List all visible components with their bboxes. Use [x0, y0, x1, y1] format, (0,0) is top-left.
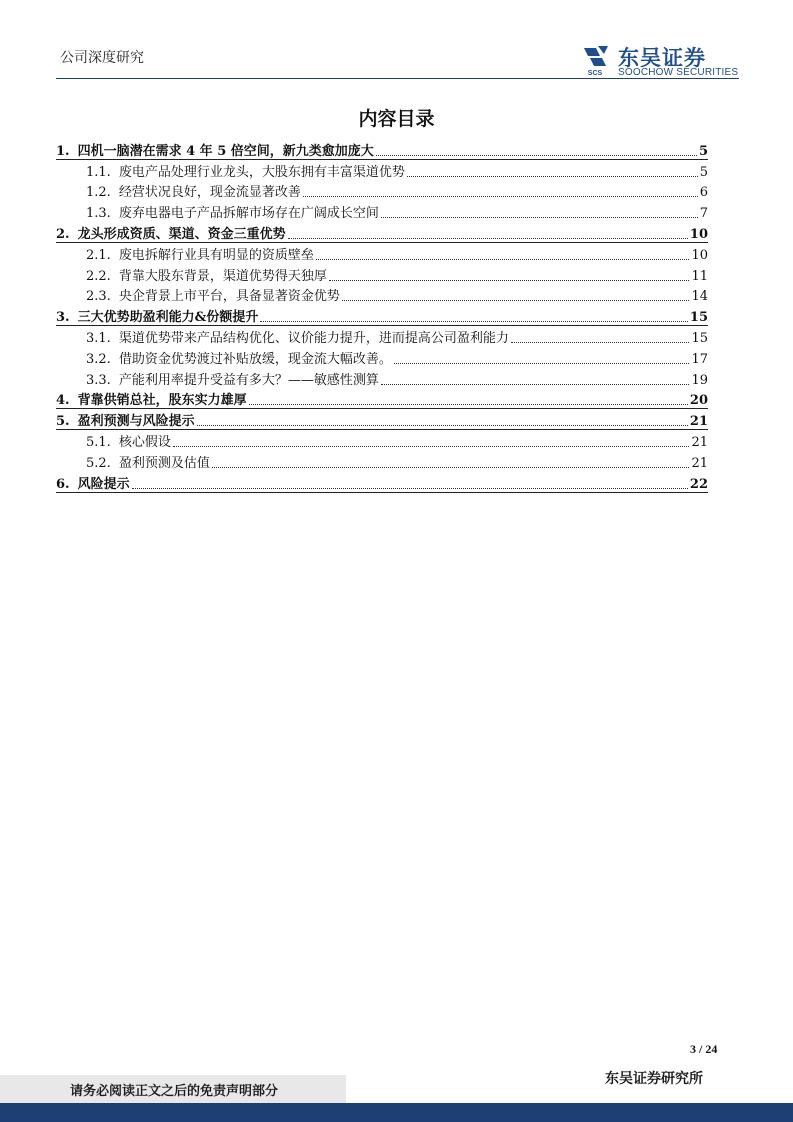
- toc-heading: 内容目录: [358, 108, 435, 130]
- toc-entry-page: 15: [691, 330, 708, 346]
- toc-dot-leader: [394, 363, 690, 364]
- toc-entry-title: 废电产品处理行业龙头，大股东拥有丰富渠道优势: [118, 164, 405, 180]
- toc-entry[interactable]: [56, 221, 708, 242]
- toc-entry[interactable]: [56, 159, 708, 180]
- toc-entry-title: 借助资金优势渡过补贴放缓，现金流大幅改善。: [118, 351, 392, 367]
- toc-entry-title: 风险提示: [77, 476, 130, 492]
- toc-entry-number: 3.: [56, 310, 70, 326]
- toc-dot-leader: [260, 321, 688, 322]
- toc-entry[interactable]: [56, 304, 708, 325]
- toc-entry-number: 2.: [56, 226, 70, 242]
- toc-entry[interactable]: [56, 346, 708, 367]
- toc-dot-leader: [132, 488, 688, 489]
- toc-dot-leader: [342, 300, 690, 301]
- toc-dot-leader: [249, 404, 688, 405]
- toc-entry-page: 5: [698, 143, 708, 159]
- toc-entry[interactable]: [56, 200, 708, 221]
- toc-entry-number: 1.: [56, 143, 70, 159]
- footer-institute-name: 东吴证券研究所: [605, 1071, 703, 1087]
- toc-section-rule: [56, 492, 708, 493]
- toc-entry-page: 6: [699, 185, 708, 201]
- toc-entry-number: 5.1.: [86, 434, 111, 450]
- logo-mark-text: SCS: [587, 70, 603, 76]
- toc-entry-page: 22: [689, 476, 708, 492]
- toc-entry-page: 20: [689, 393, 708, 409]
- toc-entry-number: 1.3.: [86, 206, 111, 222]
- toc-entry-number: 1.1.: [86, 164, 111, 180]
- toc-dot-leader: [329, 280, 690, 281]
- toc-dot-leader: [407, 176, 698, 177]
- toc-entry-title: 经营状况良好，现金流显著改善: [118, 185, 301, 201]
- toc-entry-number: 1.2.: [86, 185, 111, 201]
- toc-entry-page: 10: [689, 226, 708, 242]
- toc-dot-leader: [303, 196, 698, 197]
- toc-dot-leader: [288, 238, 688, 239]
- page-number: 3 / 24: [690, 1042, 718, 1056]
- toc-entry-number: 5.: [56, 414, 70, 430]
- toc-entry-number: 3.3.: [86, 372, 111, 388]
- toc-entry[interactable]: [56, 367, 708, 388]
- toc-entry-number: 2.1.: [86, 247, 111, 263]
- soochow-logo-mark-icon: [578, 42, 612, 76]
- toc-dot-leader: [212, 467, 690, 468]
- toc-entry[interactable]: [56, 429, 708, 450]
- toc-dot-leader: [511, 342, 690, 343]
- table-of-contents: [56, 138, 708, 492]
- toc-entry-title: 背靠供销总社，股东实力雄厚: [77, 393, 247, 409]
- toc-entry-title: 渠道优势带来产品结构优化、议价能力提升，进而提高公司盈利能力: [118, 330, 509, 346]
- toc-entry-page: 17: [691, 351, 708, 367]
- toc-entry-number: 5.2.: [86, 455, 111, 471]
- toc-entry[interactable]: [56, 471, 708, 492]
- toc-entry-title: 废弃电器电子产品拆解市场存在广阔成长空间: [118, 206, 379, 222]
- toc-entry-title: 核心假设: [118, 434, 171, 450]
- toc-entry-page: 14: [691, 289, 708, 305]
- header-section-label: 公司深度研究: [60, 50, 144, 66]
- toc-entry[interactable]: [56, 180, 708, 201]
- toc-entry-title: 废电拆解行业具有明显的资质壁垒: [118, 247, 314, 263]
- toc-entry-number: 4.: [56, 393, 70, 409]
- toc-entry[interactable]: [56, 263, 708, 284]
- toc-entry-title: 产能利用率提升受益有多大？——敏感性测算: [118, 372, 379, 388]
- toc-dot-leader: [173, 446, 690, 447]
- toc-entry[interactable]: [56, 388, 708, 409]
- toc-entry[interactable]: [56, 450, 708, 471]
- toc-entry-number: 2.3.: [86, 289, 111, 305]
- toc-entry-title: 三大优势助盈利能力&份额提升: [77, 310, 259, 326]
- toc-entry-page: 5: [699, 164, 708, 180]
- toc-dot-leader: [316, 259, 690, 260]
- logo-chinese-name: 东吴证券: [618, 46, 706, 70]
- toc-entry-page: 7: [699, 206, 708, 222]
- toc-entry-number: 2.2.: [86, 268, 111, 284]
- toc-entry[interactable]: [56, 138, 708, 159]
- company-logo: [578, 42, 743, 78]
- toc-dot-leader: [381, 384, 690, 385]
- toc-entry-title: 央企背景上市平台，具备显著资金优势: [118, 289, 340, 305]
- toc-dot-leader: [197, 425, 688, 426]
- toc-entry-page: 19: [691, 372, 708, 388]
- toc-entry-page: 10: [691, 247, 708, 263]
- header-divider: [56, 78, 739, 79]
- toc-dot-leader: [376, 155, 697, 156]
- toc-entry-title: 盈利预测与风险提示: [77, 414, 195, 430]
- toc-entry-number: 3.1.: [86, 330, 111, 346]
- toc-entry-title: 盈利预测及估值: [118, 455, 210, 471]
- toc-entry-page: 15: [689, 310, 708, 326]
- toc-entry-number: 6.: [56, 476, 70, 492]
- footer-disclaimer-text: 请务必阅读正文之后的免责声明部分: [70, 1084, 279, 1099]
- toc-entry-title: 背靠大股东背景，渠道优势得天独厚: [118, 268, 327, 284]
- toc-entry-page: 21: [691, 455, 708, 471]
- toc-entry[interactable]: [56, 284, 708, 305]
- toc-entry-title: 四机一脑潜在需求 4 年 5 倍空间，新九类愈加庞大: [77, 143, 374, 159]
- logo-english-name: SOOCHOW SECURITIES: [618, 67, 739, 78]
- toc-entry-page: 11: [691, 268, 708, 284]
- toc-entry[interactable]: [56, 325, 708, 346]
- footer-color-bar: [0, 1103, 793, 1122]
- toc-entry-page: 21: [691, 434, 708, 450]
- toc-entry-title: 龙头形成资质、渠道、资金三重优势: [77, 226, 286, 242]
- toc-entry-page: 21: [689, 414, 708, 430]
- toc-entry[interactable]: [56, 242, 708, 263]
- toc-dot-leader: [381, 217, 698, 218]
- toc-entry[interactable]: [56, 408, 708, 429]
- toc-entry-number: 3.2.: [86, 351, 111, 367]
